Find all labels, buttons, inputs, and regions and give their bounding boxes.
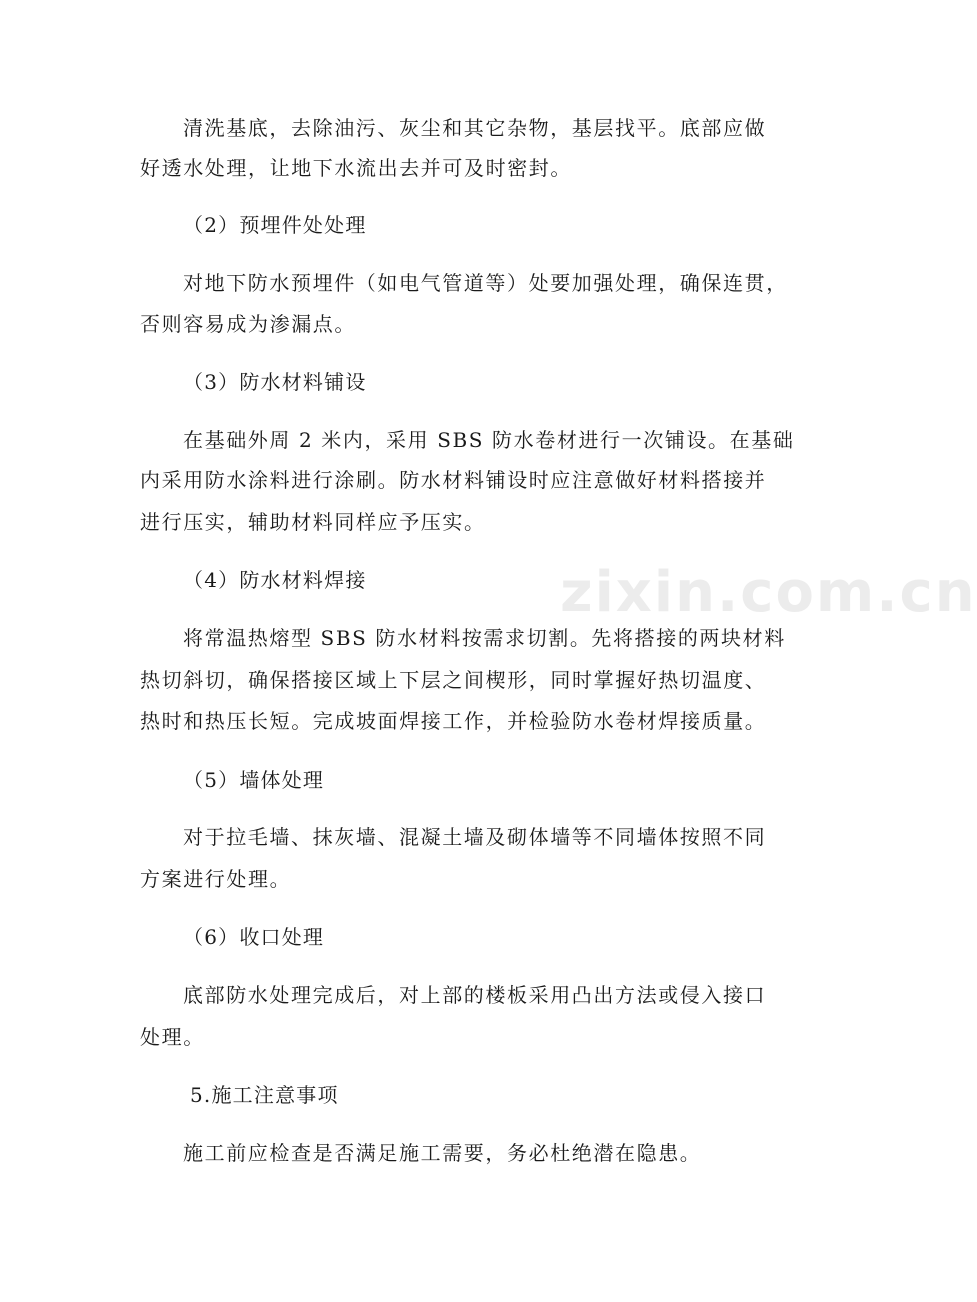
- paragraph-line: 热时和热压长短。完成坡面焊接工作，并检验防水卷材焊接质量。: [140, 709, 767, 733]
- watermark: zixin.com.cn: [560, 560, 977, 625]
- paragraph-line: 内采用防水涂料进行涂刷。防水材料铺设时应注意做好材料搭接并: [140, 468, 767, 492]
- paragraph-line: 对于拉毛墙、抹灰墙、混凝土墙及砌体墙等不同墙体按照不同: [183, 825, 767, 849]
- paragraph-line: 方案进行处理。: [140, 867, 292, 891]
- section-heading: （6）收口处理: [183, 925, 325, 949]
- paragraph-line: 底部防水处理完成后，对上部的楼板采用凸出方法或侵入接口: [183, 983, 767, 1007]
- section-heading: （3）防水材料铺设: [183, 370, 367, 394]
- paragraph-line: 进行压实，辅助材料同样应予压实。: [140, 510, 486, 534]
- paragraph-line: 将常温热熔型 SBS 防水材料按需求切割。先将搭接的两块材料: [183, 626, 786, 650]
- paragraph-line: 热切斜切，确保搭接区域上下层之间楔形，同时掌握好热切温度、: [140, 668, 767, 692]
- paragraph-line: 对地下防水预埋件（如电气管道等）处要加强处理，确保连贯，: [183, 271, 788, 295]
- paragraph-line: 清洗基底，去除油污、灰尘和其它杂物，基层找平。底部应做: [183, 116, 767, 140]
- section-heading: （4）防水材料焊接: [183, 568, 367, 592]
- paragraph-line: 否则容易成为渗漏点。: [140, 312, 356, 336]
- paragraph-line: 在基础外周 2 米内，采用 SBS 防水卷材进行一次铺设。在基础: [183, 428, 795, 452]
- section-heading: 5.施工注意事项: [190, 1083, 339, 1107]
- section-heading: （5）墙体处理: [183, 768, 325, 792]
- paragraph-line: 处理。: [140, 1025, 205, 1049]
- paragraph-line: 施工前应检查是否满足施工需要，务必杜绝潜在隐患。: [183, 1141, 702, 1165]
- paragraph-line: 好透水处理，让地下水流出去并可及时密封。: [140, 156, 572, 180]
- section-heading: （2）预埋件处处理: [183, 213, 367, 237]
